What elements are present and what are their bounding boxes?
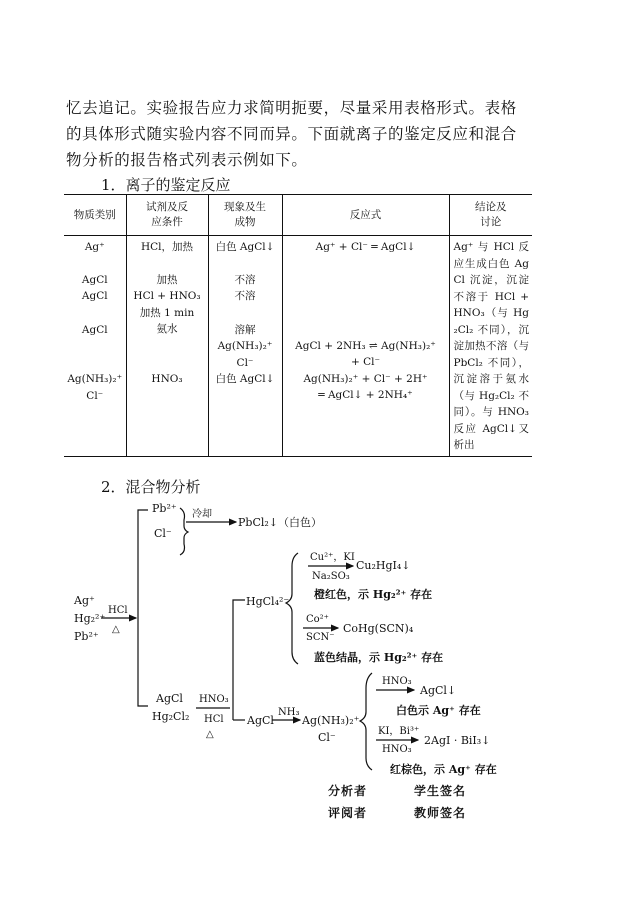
- ag-product1: AgCl↓: [420, 684, 457, 697]
- mid-precipitate-agcl: AgCl: [156, 692, 183, 705]
- ag-complex: Ag(NH₃)₂⁺: [302, 714, 360, 727]
- phenomenon-line: 不溶: [234, 290, 256, 302]
- main-bracket-line: [138, 510, 148, 706]
- phenomenon-line: 不溶: [234, 273, 256, 286]
- start-ion-pb: Pb²⁺: [74, 630, 99, 643]
- student-signature: 学生签名: [414, 784, 467, 798]
- reagent-line: HCl，加热: [140, 241, 194, 253]
- reviewer-label: 评阅者: [328, 806, 368, 820]
- ag-reagent2-bottom: HNO₃: [382, 744, 412, 755]
- hg-result1: 橙红色，示 Hg₂²⁺ 存在: [314, 588, 433, 601]
- mid-reagent-heat: △: [206, 729, 214, 740]
- phenomenon-line: 溶解: [234, 323, 256, 336]
- start-reagent-heat: △: [112, 624, 120, 635]
- hg-complex-label: HgCl₄²⁻: [246, 595, 290, 608]
- cl-ion: Cl⁻: [154, 527, 172, 540]
- category-line: Ag(NH₃)₂⁺: [67, 373, 123, 385]
- paragraph-line-3: 物分析的报告格式列表示例如下。: [66, 151, 308, 169]
- reagent-line: HNO₃: [151, 372, 183, 385]
- phenomenon-line: Ag(NH₃)₂⁺: [217, 340, 273, 352]
- category-line: Ag⁺: [84, 241, 105, 253]
- equation-line: Ag(NH₃)₂⁺ + Cl⁻ + 2H⁺: [303, 372, 428, 385]
- equation-line: ═ AgCl↓ + 2NH₄⁺: [318, 389, 413, 401]
- ag-result1: 白色示 Ag⁺ 存在: [396, 704, 481, 717]
- pb-ion: Pb²⁺: [152, 502, 177, 515]
- hg-brace: [286, 553, 298, 664]
- ag-result2: 红棕色，示 Ag⁺ 存在: [390, 763, 497, 776]
- ag-brace: [360, 673, 372, 770]
- reagent-line: 氨水: [156, 323, 178, 335]
- mid-reagent-hno3: HNO₃: [199, 694, 229, 705]
- header-conclusion-text: 结论及 讨论: [475, 201, 507, 228]
- reagent-line: 加热 1 min: [139, 306, 195, 319]
- header-phenomenon-text: 现象及生 成物: [224, 201, 266, 228]
- start-reagent-hcl: HCl: [108, 605, 128, 616]
- hg-product1: Cu₂HgI₄↓: [356, 559, 411, 572]
- phenomenon-line: 白色 AgCl↓: [215, 373, 275, 385]
- ag-complex-cl: Cl⁻: [318, 731, 336, 744]
- ag-product2: 2AgI · BiI₃↓: [424, 734, 491, 747]
- header-category: 物质类别: [64, 195, 126, 236]
- pb-reagent-cool: 冷却: [192, 509, 212, 520]
- category-line: AgCl: [81, 290, 108, 302]
- phenomenon-line: 白色 AgCl↓: [215, 241, 275, 253]
- pb-product: PbCl₂↓（白色）: [238, 516, 323, 529]
- mid-precipitate-hg2cl2: Hg₂Cl₂: [152, 710, 190, 723]
- start-ion-hg: Hg₂²⁺: [74, 612, 106, 625]
- category-line: Cl⁻: [86, 389, 104, 402]
- section-2-title: 2．混合物分析: [101, 478, 201, 496]
- mid-reagent-hcl: HCl: [204, 714, 224, 725]
- ag-reagent-nh3: NH₃: [278, 707, 300, 718]
- hg-reagent1-top: Cu²⁺，KI: [310, 552, 355, 563]
- phenomenon-line: Cl⁻: [236, 356, 254, 369]
- pb-ion-brace: [180, 508, 188, 555]
- ag-agcl-label: AgCl: [247, 714, 274, 727]
- hg-product2: CoHg(SCN)₄: [343, 622, 414, 635]
- paragraph-line-2: 的具体形式随实验内容不同而异。下面就离子的鉴定反应和混合: [66, 125, 517, 143]
- teacher-signature: 教师签名: [414, 806, 467, 820]
- ag-reagent1: HNO₃: [382, 676, 412, 687]
- equation-line: Ag⁺ + Cl⁻ ═ AgCl↓: [315, 241, 416, 253]
- hg-reagent2-top: Co²⁺: [306, 614, 329, 625]
- header-equation: 反应式: [282, 195, 449, 236]
- hg-reagent1-bottom: Na₂SO₃: [312, 571, 350, 582]
- mid-bracket-line: [233, 600, 245, 706]
- analyst-label: 分析者: [328, 784, 368, 798]
- hg-result2: 蓝色结晶，示 Hg₂²⁺ 存在: [314, 651, 444, 664]
- equation-line: + Cl⁻: [350, 356, 381, 368]
- category-line: AgCl: [81, 273, 108, 286]
- hg-reagent2-bottom: SCN⁻: [306, 632, 335, 643]
- reagent-line: 加热: [156, 273, 178, 286]
- conclusion-cell: Ag⁺ 与 HCl 反应生成白色 AgCl 沉淀，沉淀不溶于 HCl + HNO₃（与 Hg₂Cl₂ 不同），沉淀加热不溶（与 PbCl₂ 不同），沉淀溶于氨水（与 Hg₂Cl₂ 不同）。与 HNO₃ 反应 AgCl↓又析出: [449, 236, 532, 457]
- start-ion-ag: Ag⁺: [74, 594, 95, 607]
- header-reagent-text: 试剂及反 应条件: [146, 201, 188, 228]
- reagent-line: HCl + HNO₃: [133, 290, 201, 302]
- ag-reagent2-top: KI，Bi³⁺: [378, 726, 420, 737]
- paragraph-line-1: 忆去追记。实验报告应力求简明扼要，尽量采用表格形式。表格: [66, 99, 517, 117]
- equation-line: AgCl + 2NH₃ ⇌ Ag(NH₃)₂⁺: [295, 339, 436, 352]
- section-1-title: 1．离子的鉴定反应: [101, 176, 231, 194]
- category-line: AgCl: [81, 323, 108, 336]
